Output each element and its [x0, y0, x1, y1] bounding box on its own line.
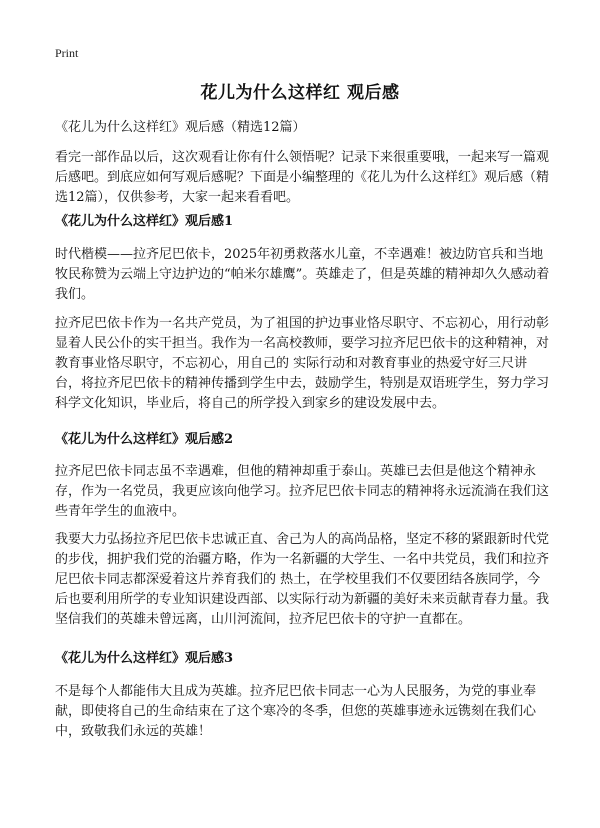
document-subtitle: 《花儿为什么这样红》观后感（精选12篇）	[55, 120, 306, 135]
section-2-paragraph-1: 拉齐尼巴依卡同志虽不幸遇难，但他的精神却重于泰山。英雄已去但是他这个精神永存，作为一名党员，我更应该向他学习。拉齐尼巴依卡同志的精神将永远流淌在我们这些青年学生的血液中。	[55, 464, 550, 519]
page-title: 花儿为什么这样红 观后感	[200, 83, 400, 103]
intro-paragraph: 看完一部作品以后，这次观看让你有什么领悟呢？记录下来很重要哦，一起来写一篇观后感吧。到底应如何写观后感呢？下面是小编整理的《花儿为什么这样红》观后感（精选12篇），仅供参考，大家一起来看看吧。	[55, 150, 550, 205]
print-link[interactable]: Print	[55, 46, 79, 60]
section-heading-3: 《花儿为什么这样红》观后感3	[55, 651, 234, 666]
section-3-paragraph-1: 不是每个人都能伟大且成为英雄。拉齐尼巴依卡同志一心为人民服务，为党的事业奉献，即使将自己的生命结束在了这个寒冷的冬季，但您的英雄事迹永远镌刻在我们心中，致敬我们永远的英雄！	[55, 684, 537, 739]
section-1-paragraph-1: 时代楷模——拉齐尼巴依卡，2025年初勇救落水儿童，不幸遇难！被边防官兵和当地牧民称赞为云端上守边护边的“帕米尔雄鹰”。英雄走了，但是英雄的精神却久久感动着我们。	[55, 247, 550, 302]
section-heading-2: 《花儿为什么这样红》观后感2	[55, 432, 234, 447]
section-2-paragraph-2: 我要大力弘扬拉齐尼巴依卡忠诚正直、舍己为人的高尚品格，坚定不移的紧跟新时代党的步伐，拥护我们党的治疆方略，作为一名新疆的大学生、一名中共党员，我们和拉齐尼巴依卡同志都深爱着这片养育我们的 热土，在学校里我们不仅要团结各族同学，今后也要利用所学的专业知识建设西部、以实际行动为新疆的美好未来贡献青春力量。我坚信我们的英雄未曾远离，山川河流间，拉齐尼巴依卡的守护一直都在。	[55, 532, 550, 627]
section-heading-1: 《花儿为什么这样红》观后感1	[55, 214, 234, 229]
section-1-paragraph-2: 拉齐尼巴依卡作为一名共产党员，为了祖国的护边事业恪尽职守、不忘初心，用行动彰显着人民公仆的实干担当。我作为一名高校教师，要学习拉齐尼巴依卡的这种精神，对教育事业恪尽职守，不忘初心，用自己的 实际行动和对教育事业的热爱守好三尺讲台，将拉齐尼巴依卡的精神传播到学生中去，鼓励学生，特别是双语班学生，努力学习科学文化知识，毕业后，将自己的所学投入到家乡的建设发展中去。	[55, 316, 550, 411]
